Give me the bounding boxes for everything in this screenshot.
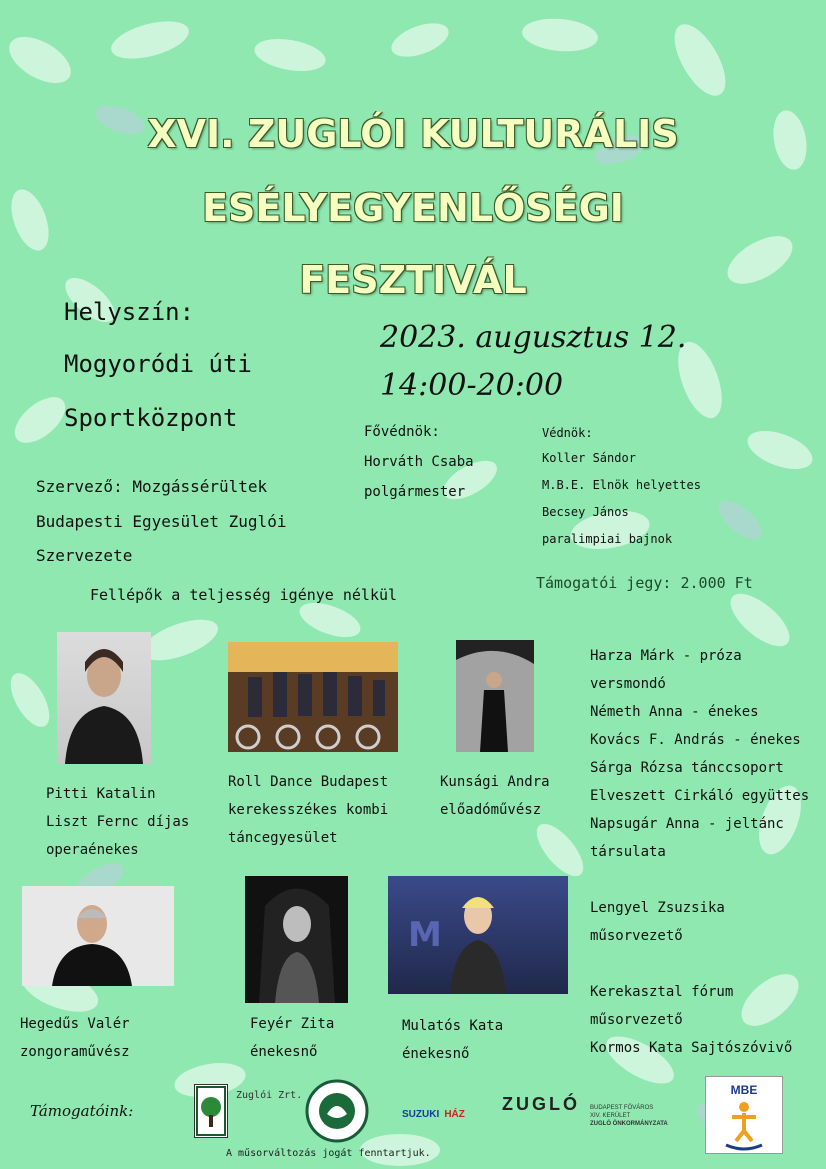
title-line-2: ESÉLYEGYENLŐSÉGI	[202, 186, 624, 230]
performer-3-line-2: előadóművész	[440, 802, 542, 818]
performer-4-name: Hegedűs Valér	[20, 1016, 130, 1032]
title-line-1: XVI. ZUGLÓI KULTURÁLIS	[147, 112, 679, 156]
photo-hegedus-valer	[22, 886, 174, 986]
list-item: versmondó	[590, 676, 666, 692]
bp-line-3: ZUGLÓ ÖNKORMÁNYZATA	[590, 1121, 668, 1127]
performer-3-name: Kunsági Andra	[440, 774, 550, 790]
photo-roll-dance	[228, 642, 398, 752]
forum-line-1: Kerekasztal fórum	[590, 984, 734, 1000]
zuglo-zrt-text: Zuglói Zrt.	[236, 1090, 303, 1101]
suzuki-haz-logo	[402, 1102, 465, 1121]
sponsor-line-3: Becsey János	[542, 505, 629, 519]
performer-2-name: Roll Dance Budapest	[228, 774, 389, 790]
performer-6-line-2: énekesnő	[402, 1046, 470, 1062]
title-line-3: FESZTIVÁL	[299, 258, 527, 302]
list-item: Németh Anna - énekes	[590, 704, 759, 720]
haz-text: HÁZ	[444, 1109, 465, 1120]
footer-note: A műsorváltozás jogát fenntartjuk.	[226, 1148, 431, 1159]
photo-kunsagi-andra	[456, 640, 534, 752]
venue-label: Helyszín:	[64, 298, 195, 326]
forum-line-3: Kormos Kata Sajtószóvivő	[590, 1040, 793, 1056]
suzuki-text: SUZUKI	[402, 1109, 440, 1120]
host-role: műsorvezető	[590, 928, 683, 944]
list-item: Kovács F. András - énekes	[590, 732, 801, 748]
performer-5-name: Feyér Zita	[250, 1016, 335, 1032]
supporters-label: Támogatóink:	[30, 1102, 134, 1120]
host-name: Lengyel Zsuzsika	[590, 900, 725, 916]
list-item: Elveszett Cirkáló együttes	[590, 788, 810, 804]
event-time: 14:00-20:00	[380, 368, 564, 403]
performer-4-line-2: zongoraművész	[20, 1044, 130, 1060]
ticket-price: Támogatói jegy: 2.000 Ft	[536, 574, 753, 592]
organizer-line-2: Budapesti Egyesület Zuglói	[36, 512, 287, 531]
zuglo-logo: ZUGLÓ	[502, 1094, 580, 1114]
list-item: társulata	[590, 844, 666, 860]
svg-text:M: M	[408, 915, 442, 955]
zuglo-zrt-logo	[194, 1084, 228, 1138]
performers-heading: Fellépők a teljesség igénye nélkül	[90, 586, 398, 604]
organizer-line-3: Szervezete	[36, 546, 133, 565]
mbe-logo	[705, 1076, 783, 1154]
performer-1-name: Pitti Katalin	[46, 786, 156, 802]
sponsor-line-4: paralimpiai bajnok	[542, 532, 673, 546]
mbe-text: MBE	[730, 1083, 758, 1097]
performer-1-line-3: operaénekes	[46, 842, 139, 858]
patron-role: polgármester	[364, 484, 466, 500]
patron-name: Horváth Csaba	[364, 454, 474, 470]
photo-pitti-katalin	[57, 632, 151, 764]
sport-club-logo	[303, 1078, 371, 1144]
forum-line-2: műsorvezető	[590, 1012, 683, 1028]
budapest-xiv-logo-text	[590, 1104, 668, 1128]
organizer-line-1: Szervező: Mozgássérültek	[36, 477, 268, 496]
photo-mulatos-kata	[388, 876, 568, 994]
list-item: Napsugár Anna - jeltánc	[590, 816, 784, 832]
bp-line-2: XIV. KERÜLET	[590, 1113, 631, 1119]
bp-line-1: BUDAPEST FŐVÁROS	[590, 1105, 654, 1111]
performer-2-line-3: táncegyesület	[228, 830, 338, 846]
patron-label: Fővédnök:	[364, 424, 440, 440]
list-item: Harza Márk - próza	[590, 648, 742, 664]
list-item: Sárga Rózsa tánccsoport	[590, 760, 784, 776]
performer-2-line-2: kerekesszékes kombi	[228, 802, 389, 818]
photo-feyer-zita	[245, 876, 348, 1003]
venue-line-2: Mogyoródi úti	[64, 350, 252, 378]
performer-5-line-2: énekesnő	[250, 1044, 318, 1060]
performer-1-line-2: Liszt Fernc díjas	[46, 814, 190, 830]
performer-6-name: Mulatós Kata	[402, 1018, 504, 1034]
sponsor-line-1: Koller Sándor	[542, 451, 636, 465]
sponsor-label: Védnök:	[542, 426, 593, 440]
sponsor-line-2: M.B.E. Elnök helyettes	[542, 478, 701, 492]
event-date: 2023. augusztus 12.	[380, 320, 687, 355]
venue-line-3: Sportközpont	[64, 404, 238, 432]
